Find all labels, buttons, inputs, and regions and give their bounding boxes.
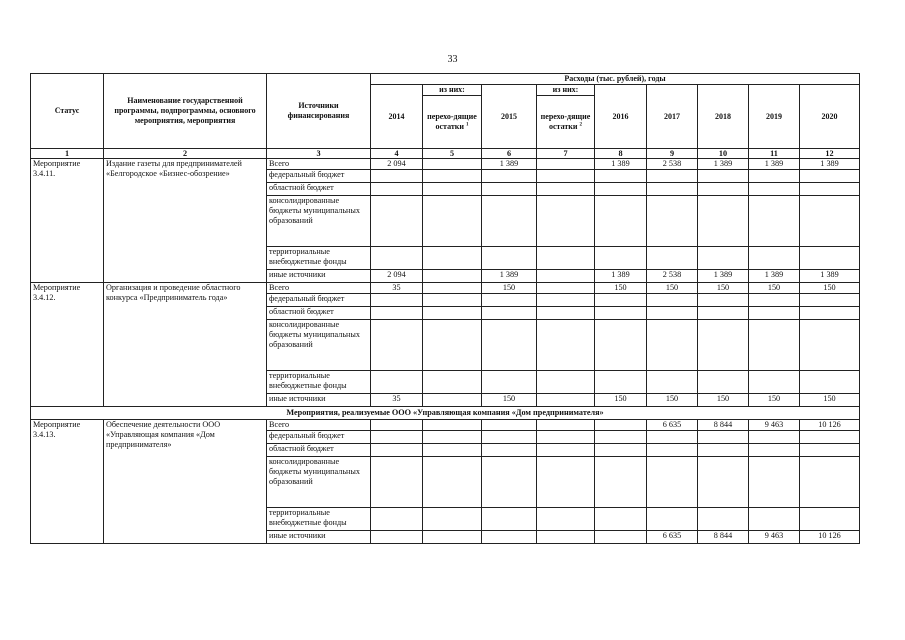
value-cell: 2 094 bbox=[371, 270, 423, 283]
value-cell bbox=[537, 283, 595, 294]
source-label: территориальные внебюджетные фонды bbox=[267, 247, 371, 270]
value-cell: 150 bbox=[482, 283, 537, 294]
source-label: консолидированные бюджеты муниципальных образований bbox=[267, 196, 371, 247]
column-number: 1 bbox=[31, 149, 104, 159]
value-cell: 1 389 bbox=[800, 270, 860, 283]
value-cell bbox=[423, 270, 482, 283]
value-cell bbox=[423, 420, 482, 431]
column-number: 12 bbox=[800, 149, 860, 159]
column-number: 6 bbox=[482, 149, 537, 159]
table-row bbox=[31, 283, 860, 294]
value-cell: 8 844 bbox=[698, 420, 749, 431]
value-cell bbox=[537, 159, 595, 170]
section-title: Мероприятия, реализуемые ООО «Управляющая компания «Дом предпринимателя» bbox=[31, 407, 860, 420]
value-cell: 1 389 bbox=[749, 159, 800, 170]
table-row bbox=[31, 159, 860, 170]
source-label: Всего bbox=[267, 420, 371, 431]
source-label: территориальные внебюджетные фонды bbox=[267, 508, 371, 531]
value-cell: 150 bbox=[482, 394, 537, 407]
source-label: областной бюджет bbox=[267, 444, 371, 457]
table-row bbox=[31, 420, 860, 431]
column-number: 3 bbox=[267, 149, 371, 159]
source-label: территориальные внебюджетные фонды bbox=[267, 371, 371, 394]
value-cell bbox=[423, 283, 482, 294]
column-number: 11 bbox=[749, 149, 800, 159]
table-header bbox=[31, 74, 860, 159]
value-cell: 150 bbox=[698, 283, 749, 294]
source-label: иные источники bbox=[267, 531, 371, 544]
header-status: Статус bbox=[31, 74, 104, 149]
header-sources: Источники финансирования bbox=[267, 74, 371, 149]
header-year-2014: 2014 bbox=[371, 85, 423, 149]
source-label: федеральный бюджет bbox=[267, 170, 371, 183]
value-cell: 150 bbox=[800, 394, 860, 407]
value-cell: 150 bbox=[800, 283, 860, 294]
value-cell: 35 bbox=[371, 394, 423, 407]
value-cell: 150 bbox=[647, 394, 698, 407]
source-label: Всего bbox=[267, 283, 371, 294]
header-year-2019: 2019 bbox=[749, 85, 800, 149]
source-label: федеральный бюджет bbox=[267, 431, 371, 444]
value-cell: 9 463 bbox=[749, 531, 800, 544]
header-year-2020: 2020 bbox=[800, 85, 860, 149]
header-year-2015: 2015 bbox=[482, 85, 537, 149]
column-number: 8 bbox=[595, 149, 647, 159]
column-number: 7 bbox=[537, 149, 595, 159]
value-cell: 150 bbox=[698, 394, 749, 407]
value-cell: 1 389 bbox=[482, 159, 537, 170]
value-cell: 1 389 bbox=[698, 270, 749, 283]
value-cell bbox=[482, 531, 537, 544]
header-name: Наименование государственной программы, подпрограммы, основного мероприятия, мероприятия bbox=[104, 74, 267, 149]
value-cell: 1 389 bbox=[749, 270, 800, 283]
value-cell: 10 126 bbox=[800, 531, 860, 544]
header-year-2017: 2017 bbox=[647, 85, 698, 149]
value-cell bbox=[482, 420, 537, 431]
value-cell: 6 635 bbox=[647, 531, 698, 544]
column-number: 10 bbox=[698, 149, 749, 159]
value-cell bbox=[537, 394, 595, 407]
header-of-which-2: из них: bbox=[537, 85, 595, 96]
value-cell bbox=[595, 420, 647, 431]
event-status: Мероприятие 3.4.13. bbox=[31, 420, 104, 544]
event-name: Организация и проведение областного конкурса «Предприниматель года» bbox=[104, 283, 267, 407]
source-label: федеральный бюджет bbox=[267, 294, 371, 307]
value-cell: 150 bbox=[749, 283, 800, 294]
value-cell bbox=[537, 270, 595, 283]
column-number: 5 bbox=[423, 149, 482, 159]
value-cell: 150 bbox=[595, 283, 647, 294]
value-cell bbox=[423, 159, 482, 170]
source-label: областной бюджет bbox=[267, 307, 371, 320]
column-number: 2 bbox=[104, 149, 267, 159]
value-cell: 150 bbox=[647, 283, 698, 294]
value-cell: 150 bbox=[595, 394, 647, 407]
source-label: областной бюджет bbox=[267, 183, 371, 196]
source-label: Всего bbox=[267, 159, 371, 170]
page-number: 33 bbox=[447, 54, 458, 65]
header-carryover-2: перехо-дящие остатки $^2$ bbox=[537, 96, 595, 149]
header-carryover-1: перехо-дящие остатки $^1$ bbox=[423, 96, 482, 149]
value-cell bbox=[371, 420, 423, 431]
value-cell bbox=[371, 531, 423, 544]
value-cell bbox=[537, 531, 595, 544]
value-cell: 9 463 bbox=[749, 420, 800, 431]
value-cell bbox=[423, 394, 482, 407]
value-cell: 150 bbox=[749, 394, 800, 407]
column-number: 4 bbox=[371, 149, 423, 159]
column-number: 9 bbox=[647, 149, 698, 159]
value-cell: 10 126 bbox=[800, 420, 860, 431]
header-of-which-1: из них: bbox=[423, 85, 482, 96]
event-name: Обеспечение деятельности ООО «Управляющая компания «Дом предпринимателя» bbox=[104, 420, 267, 544]
source-label: консолидированные бюджеты муниципальных образований bbox=[267, 457, 371, 508]
column-number-row bbox=[31, 149, 860, 159]
value-cell bbox=[537, 420, 595, 431]
value-cell bbox=[423, 531, 482, 544]
header-year-2018: 2018 bbox=[698, 85, 749, 149]
value-cell: 35 bbox=[371, 283, 423, 294]
source-label: консолидированные бюджеты муниципальных образований bbox=[267, 320, 371, 371]
value-cell: 1 389 bbox=[482, 270, 537, 283]
value-cell: 1 389 bbox=[800, 159, 860, 170]
value-cell: 2 538 bbox=[647, 159, 698, 170]
header-year-2016: 2016 bbox=[595, 85, 647, 149]
value-cell: 2 094 bbox=[371, 159, 423, 170]
event-name: Издание газеты для предпринимателей «Белгородское «Бизнес-обозрение» bbox=[104, 159, 267, 283]
value-cell: 6 635 bbox=[647, 420, 698, 431]
source-label: иные источники bbox=[267, 394, 371, 407]
budget-table bbox=[30, 73, 860, 544]
value-cell: 1 389 bbox=[595, 159, 647, 170]
event-status: Мероприятие 3.4.12. bbox=[31, 283, 104, 407]
header-expenses: Расходы (тыс. рублей), годы bbox=[371, 74, 860, 85]
value-cell: 8 844 bbox=[698, 531, 749, 544]
value-cell bbox=[595, 531, 647, 544]
source-label: иные источники bbox=[267, 270, 371, 283]
value-cell: 1 389 bbox=[595, 270, 647, 283]
value-cell: 2 538 bbox=[647, 270, 698, 283]
section-row bbox=[31, 407, 860, 420]
value-cell: 1 389 bbox=[698, 159, 749, 170]
event-status: Мероприятие 3.4.11. bbox=[31, 159, 104, 283]
